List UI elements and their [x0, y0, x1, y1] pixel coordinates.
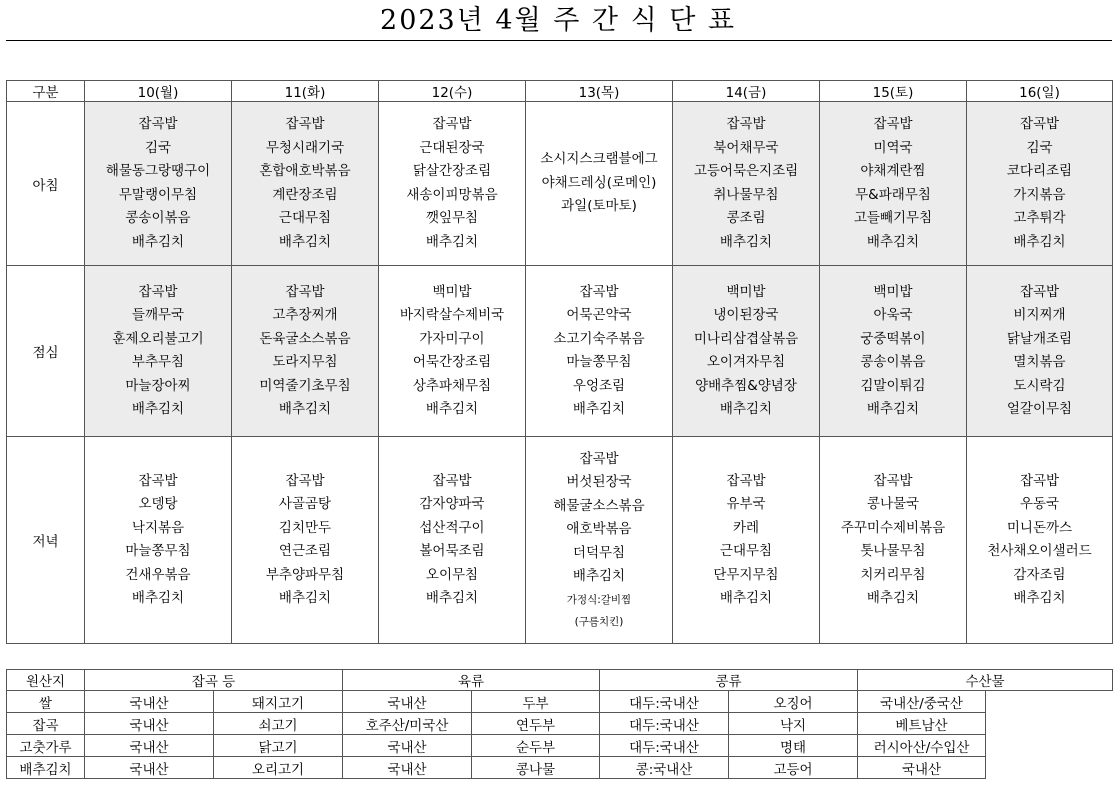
menu-item: 섭산적구이 [419, 519, 485, 536]
menu-items [379, 470, 525, 611]
menu-item: 고등어묵은지조림 [693, 163, 799, 179]
origin-food: 배추김치 [7, 757, 85, 779]
menu-cell [673, 102, 820, 266]
origin-row [7, 735, 1113, 757]
menu-item: 부추양파무침 [265, 566, 345, 583]
menu-cell [526, 102, 673, 266]
origin-row [7, 691, 1113, 713]
menu-item: 잡곡밥 [726, 472, 766, 489]
menu-item: 잡곡밥 [873, 472, 913, 489]
menu-item: 배추김치 [866, 233, 920, 250]
page-title: 2023년 4월 주 간 식 단 표 [380, 5, 736, 36]
menu-cell [379, 102, 526, 266]
origin-row [7, 757, 1113, 779]
weekly-menu-table [6, 80, 1113, 644]
menu-items [673, 113, 819, 254]
menu-item: 근대무침 [278, 210, 332, 226]
menu-item: 더덕무침 [572, 544, 626, 561]
menu-item: 오뎅탕 [138, 496, 178, 512]
menu-items [526, 448, 672, 633]
menu-item: 돈육굴소스볶음 [259, 330, 351, 347]
menu-items [526, 281, 672, 422]
menu-item: 마늘쫑무침 [125, 543, 191, 559]
menu-item: 배추김치 [131, 590, 185, 606]
menu-item: 해물굴소스볶음 [553, 497, 645, 514]
menu-item: 과일(토마토) [561, 198, 637, 215]
menu-cell [232, 102, 379, 266]
origin-food: 고등어 [729, 757, 858, 779]
menu-cell [379, 266, 526, 437]
menu-item: 바지락살수제비국 [399, 307, 505, 323]
meal-label-lunch: 점심 [7, 266, 85, 437]
menu-item: 단무지무침 [713, 566, 779, 583]
menu-item: 배추김치 [866, 401, 920, 417]
meal-label-dinner: 저녁 [7, 437, 85, 644]
menu-item: (구름치킨) [574, 615, 624, 628]
title-underline [6, 40, 1112, 41]
origin-country: 국내산 [85, 735, 214, 757]
menu-item: 해물동그랑땡구이 [105, 163, 211, 179]
menu-items [967, 113, 1112, 254]
day-header: 14(금) [673, 81, 820, 102]
menu-item: 얼갈이무침 [1006, 401, 1073, 417]
menu-items [820, 113, 966, 254]
menu-item: 양배추찜&양념장 [695, 377, 797, 394]
day-header: 13(목) [526, 81, 673, 102]
menu-item: 배추김치 [719, 401, 773, 417]
menu-item: 잡곡밥 [873, 116, 913, 132]
menu-cell [379, 437, 526, 644]
menu-item: 우동국 [1019, 496, 1060, 512]
menu-item: 근대무침 [719, 543, 773, 559]
origin-food: 연두부 [472, 713, 600, 735]
origin-row [7, 713, 1113, 735]
menu-item: 닭살간장조림 [412, 163, 492, 179]
menu-items [232, 113, 378, 254]
menu-item: 어묵간장조림 [412, 354, 492, 370]
origin-food: 쌀 [7, 691, 85, 713]
origin-country: 국내산/중국산 [858, 691, 986, 713]
menu-item: 김국 [1026, 139, 1053, 156]
menu-item: 오이겨자무침 [706, 354, 786, 370]
origin-label: 원산지 [7, 670, 85, 691]
origin-category: 수산물 [858, 670, 1113, 691]
menu-item: 가지볶음 [1013, 186, 1066, 203]
origin-country: 국내산 [343, 691, 472, 713]
menu-item: 야채계란찜 [860, 163, 926, 179]
menu-item: 가정식:갈비찜 [566, 593, 632, 606]
menu-item: 콩조림 [726, 210, 766, 226]
menu-items [967, 470, 1112, 611]
menu-item: 배추김치 [425, 233, 479, 250]
menu-item: 김말이튀김 [860, 377, 926, 394]
category-header: 구분 [7, 81, 85, 102]
menu-item: 볼어묵조림 [419, 543, 485, 559]
menu-item: 배추김치 [425, 401, 479, 417]
menu-item: 취나물무침 [713, 186, 779, 203]
menu-items [379, 113, 525, 254]
menu-cell [526, 437, 673, 644]
menu-cell [673, 437, 820, 644]
menu-item: 배추김치 [719, 233, 773, 250]
menu-item: 들깨무국 [131, 307, 185, 323]
menu-item: 백미밥 [726, 283, 766, 300]
menu-cell [673, 266, 820, 437]
menu-item: 콩송이볶음 [860, 354, 926, 370]
menu-item: 치커리무침 [860, 566, 926, 583]
menu-item: 도라지무침 [272, 354, 338, 370]
origin-food: 낙지 [729, 713, 858, 735]
day-header: 16(일) [967, 81, 1113, 102]
menu-item: 도시락김 [1013, 377, 1066, 394]
origin-food: 잡곡 [7, 713, 85, 735]
menu-cell [967, 266, 1113, 437]
menu-item: 감자양파국 [419, 496, 485, 512]
menu-item: 김국 [144, 139, 172, 156]
menu-item: 닭날개조림 [1006, 330, 1073, 347]
menu-item: 오이무침 [425, 566, 479, 583]
menu-cell [232, 437, 379, 644]
menu-items [820, 281, 966, 422]
menu-item: 궁중떡볶이 [860, 330, 926, 347]
origin-category: 콩류 [600, 670, 858, 691]
menu-item: 배추김치 [425, 590, 479, 606]
meal-label-breakfast: 아침 [7, 102, 85, 266]
menu-item: 소고기숙주볶음 [553, 330, 645, 347]
origin-food: 오리고기 [214, 757, 343, 779]
menu-item: 잡곡밥 [285, 116, 325, 132]
menu-items [85, 113, 231, 254]
menu-items [967, 281, 1112, 422]
menu-item: 잡곡밥 [285, 472, 325, 489]
origin-food: 명태 [729, 735, 858, 757]
menu-item: 연근조림 [278, 543, 332, 559]
menu-item: 감자조림 [1013, 566, 1066, 583]
day-header: 10(월) [85, 81, 232, 102]
origin-country: 콩:국내산 [600, 757, 729, 779]
menu-item: 미역줄기초무침 [259, 377, 351, 394]
origin-country: 국내산 [858, 757, 986, 779]
menu-item: 소시지스크램블에그 [540, 151, 658, 168]
day-header: 12(수) [379, 81, 526, 102]
menu-cell [967, 437, 1113, 644]
menu-items [820, 470, 966, 611]
menu-item: 훈제오리불고기 [112, 330, 204, 347]
lunch-row [7, 266, 1113, 437]
menu-cell [85, 437, 232, 644]
origin-country: 호주산/미국산 [343, 713, 472, 735]
origin-food: 오징어 [729, 691, 858, 713]
menu-item: 콩송이볶음 [125, 210, 191, 226]
menu-item: 건새우볶음 [125, 566, 191, 583]
origin-country: 베트남산 [858, 713, 986, 735]
menu-item: 잡곡밥 [138, 116, 178, 132]
menu-item: 카레 [732, 519, 760, 536]
origin-food: 쇠고기 [214, 713, 343, 735]
menu-items [673, 281, 819, 422]
menu-item: 북어채무국 [713, 139, 779, 156]
menu-item: 배추김치 [719, 590, 773, 606]
origin-food: 순두부 [472, 735, 600, 757]
origin-table [6, 669, 1113, 779]
menu-item: 멸치볶음 [1013, 354, 1066, 370]
origin-food: 두부 [472, 691, 600, 713]
menu-item: 배추김치 [1013, 233, 1066, 250]
menu-item: 근대된장국 [419, 139, 485, 156]
menu-item: 배추김치 [866, 590, 920, 606]
menu-items [85, 470, 231, 611]
origin-country: 국내산 [85, 691, 214, 713]
breakfast-row [7, 102, 1113, 266]
origin-country: 국내산 [85, 757, 214, 779]
menu-item: 배추김치 [572, 568, 626, 584]
header-row [7, 81, 1113, 102]
menu-item: 고추장찌개 [272, 307, 338, 323]
menu-items [526, 148, 672, 219]
menu-item: 야채드레싱(로메인) [541, 174, 657, 191]
menu-item: 백미밥 [873, 283, 913, 300]
menu-item: 잡곡밥 [579, 450, 619, 467]
menu-cell [85, 102, 232, 266]
menu-item: 잡곡밥 [726, 116, 766, 132]
origin-food: 콩나물 [472, 757, 600, 779]
menu-cell [85, 266, 232, 437]
menu-item: 아욱국 [873, 307, 913, 323]
menu-item: 상추파채무침 [412, 377, 492, 394]
origin-country: 대두:국내산 [600, 691, 729, 713]
menu-item: 잡곡밥 [432, 116, 472, 132]
menu-item: 배추김치 [131, 233, 185, 250]
menu-item: 잡곡밥 [432, 472, 472, 489]
menu-item: 미나리삼겹살볶음 [693, 330, 799, 347]
origin-category: 육류 [343, 670, 600, 691]
menu-item: 잡곡밥 [1019, 472, 1060, 489]
menu-item: 사골곰탕 [278, 496, 332, 512]
menu-items [379, 281, 525, 422]
menu-cell [820, 102, 967, 266]
menu-item: 배추김치 [278, 401, 332, 417]
menu-item: 유부국 [726, 496, 766, 512]
menu-item: 고추튀각 [1013, 210, 1066, 226]
origin-category: 잡곡 등 [85, 670, 343, 691]
menu-item: 톳나물무침 [860, 543, 926, 559]
menu-item: 비지찌개 [1013, 307, 1066, 323]
origin-category-row [7, 670, 1113, 691]
menu-item: 김치만두 [278, 519, 332, 536]
origin-country: 러시아산/수입산 [858, 735, 986, 757]
menu-item: 잡곡밥 [1019, 116, 1060, 132]
menu-cell [820, 266, 967, 437]
origin-food: 닭고기 [214, 735, 343, 757]
menu-item: 마늘장아찌 [125, 377, 191, 394]
menu-items [232, 470, 378, 611]
menu-cell [820, 437, 967, 644]
menu-item: 새송이피망볶음 [406, 186, 498, 203]
menu-item: 미니돈까스 [1006, 519, 1073, 536]
origin-country: 대두:국내산 [600, 713, 729, 735]
origin-food: 돼지고기 [214, 691, 343, 713]
menu-item: 잡곡밥 [138, 283, 178, 300]
menu-item: 무청시래기국 [265, 139, 345, 156]
menu-item: 잡곡밥 [285, 283, 325, 300]
menu-item: 마늘쫑무침 [566, 354, 632, 370]
menu-item: 혼합애호박볶음 [259, 163, 351, 179]
menu-item: 고들빼기무침 [853, 210, 933, 226]
menu-item: 깻잎무침 [425, 210, 479, 226]
menu-item: 백미밥 [432, 283, 472, 300]
menu-items [232, 281, 378, 422]
menu-item: 낙지볶음 [131, 519, 185, 536]
menu-item: 잡곡밥 [579, 283, 619, 300]
menu-item: 배추김치 [1013, 590, 1066, 606]
menu-item: 계란장조림 [272, 186, 338, 203]
menu-item: 배추김치 [278, 233, 332, 250]
menu-cell [232, 266, 379, 437]
menu-item: 부추무침 [131, 354, 185, 370]
menu-item: 잡곡밥 [138, 472, 178, 489]
menu-item: 냉이된장국 [713, 307, 779, 323]
menu-item: 잡곡밥 [1019, 283, 1060, 300]
day-header: 11(화) [232, 81, 379, 102]
origin-country: 대두:국내산 [600, 735, 729, 757]
origin-food: 고춧가루 [7, 735, 85, 757]
menu-item: 미역국 [873, 139, 913, 156]
menu-item: 무말랭이무침 [118, 186, 198, 203]
menu-item: 버섯된장국 [566, 474, 632, 490]
dinner-row [7, 437, 1113, 644]
menu-item: 우엉조림 [572, 377, 626, 394]
menu-item: 배추김치 [278, 590, 332, 606]
menu-cell [526, 266, 673, 437]
origin-country: 국내산 [85, 713, 214, 735]
origin-country: 국내산 [343, 757, 472, 779]
menu-item: 천사채오이샐러드 [987, 543, 1092, 559]
menu-item: 코다리조림 [1006, 163, 1073, 179]
menu-item: 배추김치 [131, 401, 185, 417]
menu-item: 가자미구이 [419, 330, 485, 347]
menu-item: 콩나물국 [866, 496, 920, 512]
origin-country: 국내산 [343, 735, 472, 757]
menu-item: 애호박볶음 [566, 521, 632, 537]
menu-item: 배추김치 [572, 401, 626, 417]
menu-items [85, 281, 231, 422]
menu-item: 무&파래무침 [855, 186, 931, 203]
menu-cell [967, 102, 1113, 266]
menu-item: 어묵곤약국 [566, 307, 632, 323]
day-header: 15(토) [820, 81, 967, 102]
menu-item: 주꾸미수제비볶음 [840, 519, 946, 536]
menu-items [673, 470, 819, 611]
